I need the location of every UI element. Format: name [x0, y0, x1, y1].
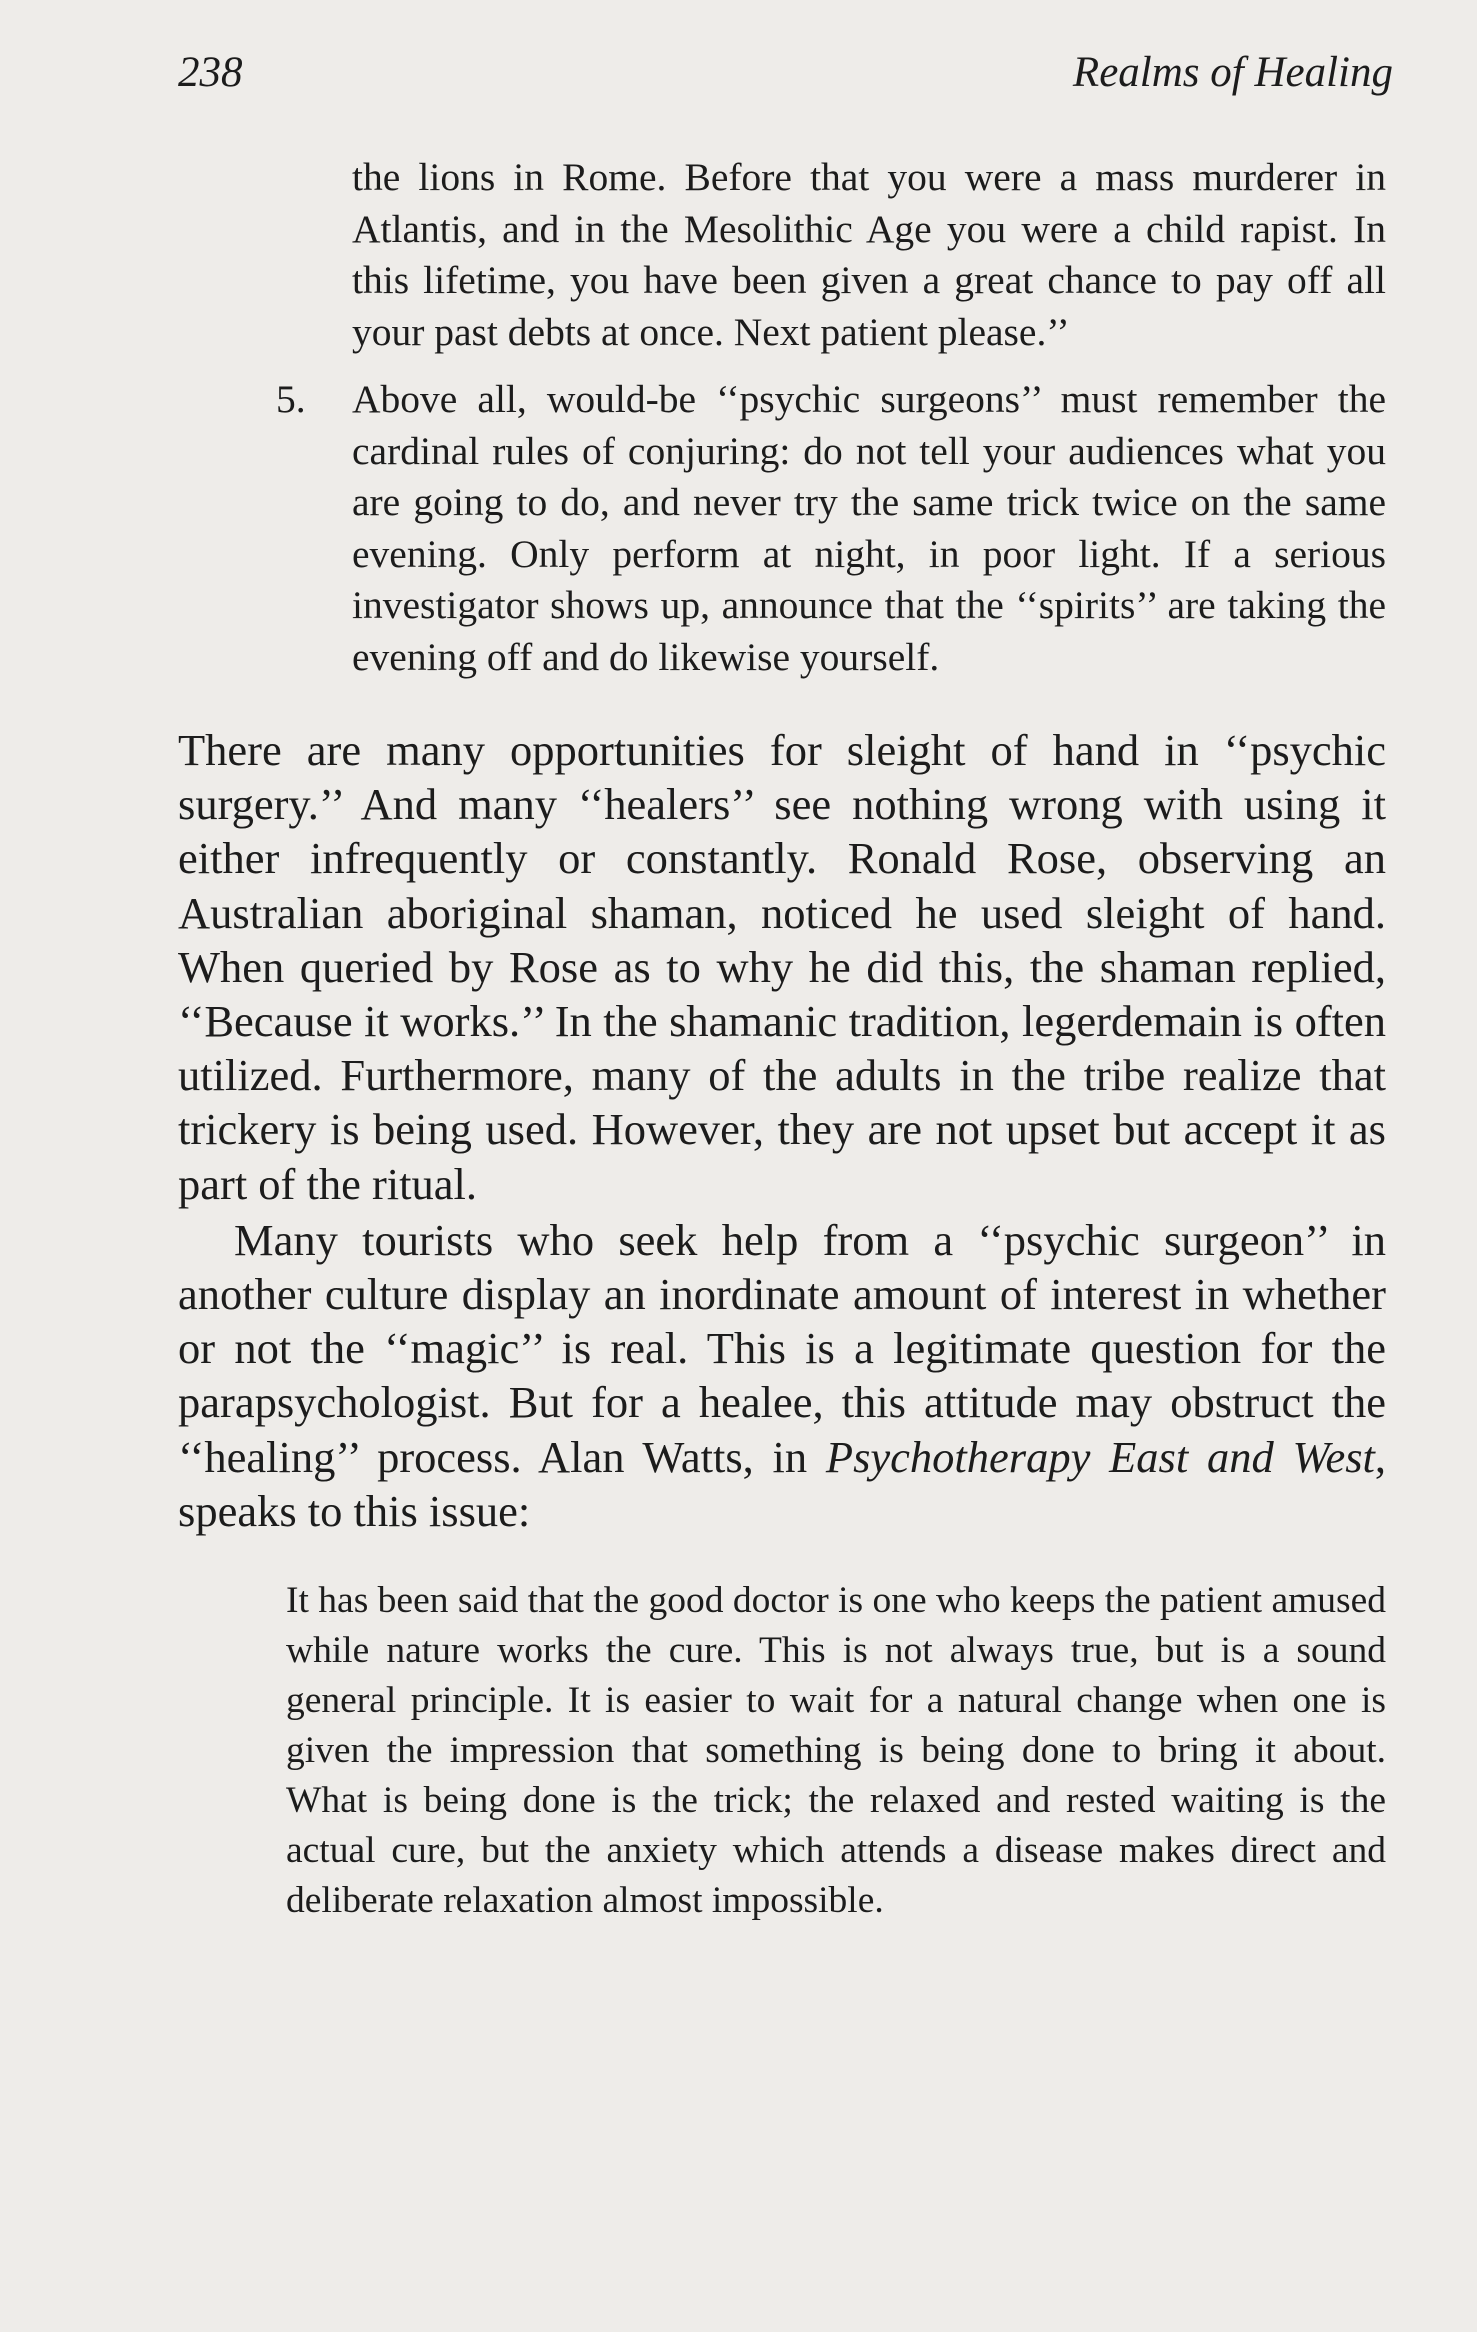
block-quote: It has been said that the good doctor is one who keeps the patient amused while nature works the cure. This is not always true, but is a sound general principle. It is easier to wait for a natural change when one is given the impression that something is being done to bring it about. What is being done is the trick; the relaxed and rested waiting is the actual cure, but the anxiety which attends a disease makes direct and deliberate relaxation almost impossible. — [286, 1580, 1386, 1922]
list-item-5 — [276, 374, 1386, 683]
running-title: Realms of Healing — [1072, 49, 1393, 96]
paragraph-2-text-end: , speaks to this issue: — [178, 1431, 1386, 1536]
book-title: Psychotherapy East and West — [825, 1431, 1375, 1482]
page-body — [178, 152, 1386, 1926]
paragraph-2-text-start: Many tourists who seek help from a ‘‘psychic surgeon’’ in another culture display an inordinate amount of interest in whether or not the ‘‘magic’’ is real. This is a legitimate question for the parapsychologist. But for a healee, this attitude may obstruct the ‘‘healing’’ process. Alan Watts, in — [178, 1214, 1386, 1482]
quote-continuation: the lions in Rome. Before that you were a mass murderer in Atlantis, and in the Mesolithic Age you were a child rapist. In this lifetime, you have been given a great chance to pay off all your past debts at once. Next patient please.’’ — [352, 155, 1386, 354]
list-item-text: Above all, would-be ‘‘psychic surgeons’’ must remember the cardinal rules of conjuring: do not tell your audiences what you are going to do, and never try the same trick twice on the same evening. Only perform at night, in poor light. If a serious investigator shows up, announce that the ‘‘spirits’’ are taking the evening off and do likewise yourself. — [352, 377, 1386, 679]
body-paragraph-1: There are many opportunities for sleight of hand in ‘‘psychic surgery.’’ And many ‘‘healers’’ see nothing wrong with using it either infrequently or constantly. Ronald Rose, observing an Australian aboriginal shaman, noticed he used sleight of hand. When queried by Rose as to why he did this, the shaman replied, ‘‘Because it works.’’ In the shamanic tradition, legerdemain is often utilized. Furthermore, many of the adults in the tribe realize that trickery is being used. However, they are not upset but accept it as part of the ritual. — [178, 725, 1386, 1209]
list-marker: 5. — [276, 377, 306, 421]
body-paragraph-2 — [178, 1213, 1386, 1538]
page-number: 238 — [178, 49, 243, 96]
running-header — [178, 38, 1393, 108]
